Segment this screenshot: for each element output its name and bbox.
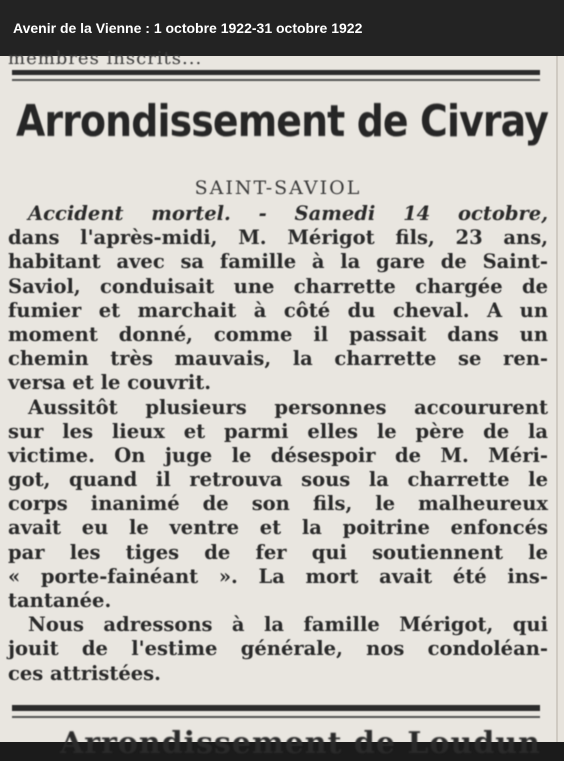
top-rule xyxy=(12,70,540,75)
article-line: dans l'après-midi, M. Mérigot fils, 23 ans, xyxy=(8,226,548,250)
article-line: avait eu le ventre et la poitrine enfoncés xyxy=(8,516,548,540)
article-subheading: SAINT-SAVIOL xyxy=(194,177,362,199)
article-line: ces attristées. xyxy=(8,661,161,685)
bottom-rule xyxy=(12,705,540,711)
top-rule-thin xyxy=(12,79,540,81)
previous-article-fragment: membres inscrits... xyxy=(8,48,203,69)
article-line: sur les lieux et parmi elles le père de la xyxy=(8,419,548,443)
article-line: Aussitôt plusieurs personnes accoururent xyxy=(28,395,548,419)
article-body xyxy=(8,202,548,686)
article-line: par les tiges de fer qui soutiennent le xyxy=(8,540,548,564)
bottom-rule-thin xyxy=(12,716,540,718)
article-line: fumier et marchait à côté du cheval. A un xyxy=(8,298,548,322)
article-line: Saviol, conduisait une charrette chargée de xyxy=(8,274,548,298)
article-line: habitant avec sa famille à la gare de Saint- xyxy=(8,250,548,274)
article-line: Nous adressons à la famille Mérigot, qui xyxy=(28,613,548,637)
article-line: Accident mortel. - Samedi 14 octobre, xyxy=(28,202,548,225)
article-line: « porte-fainéant ». La mort avait été ins- xyxy=(8,564,548,588)
next-article-fragment: Arrondissement de Loudun xyxy=(60,726,541,761)
newspaper-clipping xyxy=(0,48,558,761)
article-line: victime. On juge le désespoir de M. Méri- xyxy=(8,443,548,467)
article-line: moment donné, comme il passait dans un xyxy=(8,322,548,346)
article-line: chemin très mauvais, la charrette se ren- xyxy=(8,347,548,371)
article-line: tantanée. xyxy=(8,589,112,612)
article-line: versa et le couvrit. xyxy=(8,371,212,395)
article-line: got, quand il retrouva sous la charrette le xyxy=(8,468,548,492)
document-title: Avenir de la Vienne : 1 octobre 1922-31 octobre 1922 xyxy=(13,20,363,36)
section-heading: Arrondissement de Civray xyxy=(16,96,549,147)
article-line: corps inanimé de son fils, le malheureux xyxy=(8,492,548,516)
article-line: jouit de l'estime générale, nos condoléan- xyxy=(8,637,548,661)
